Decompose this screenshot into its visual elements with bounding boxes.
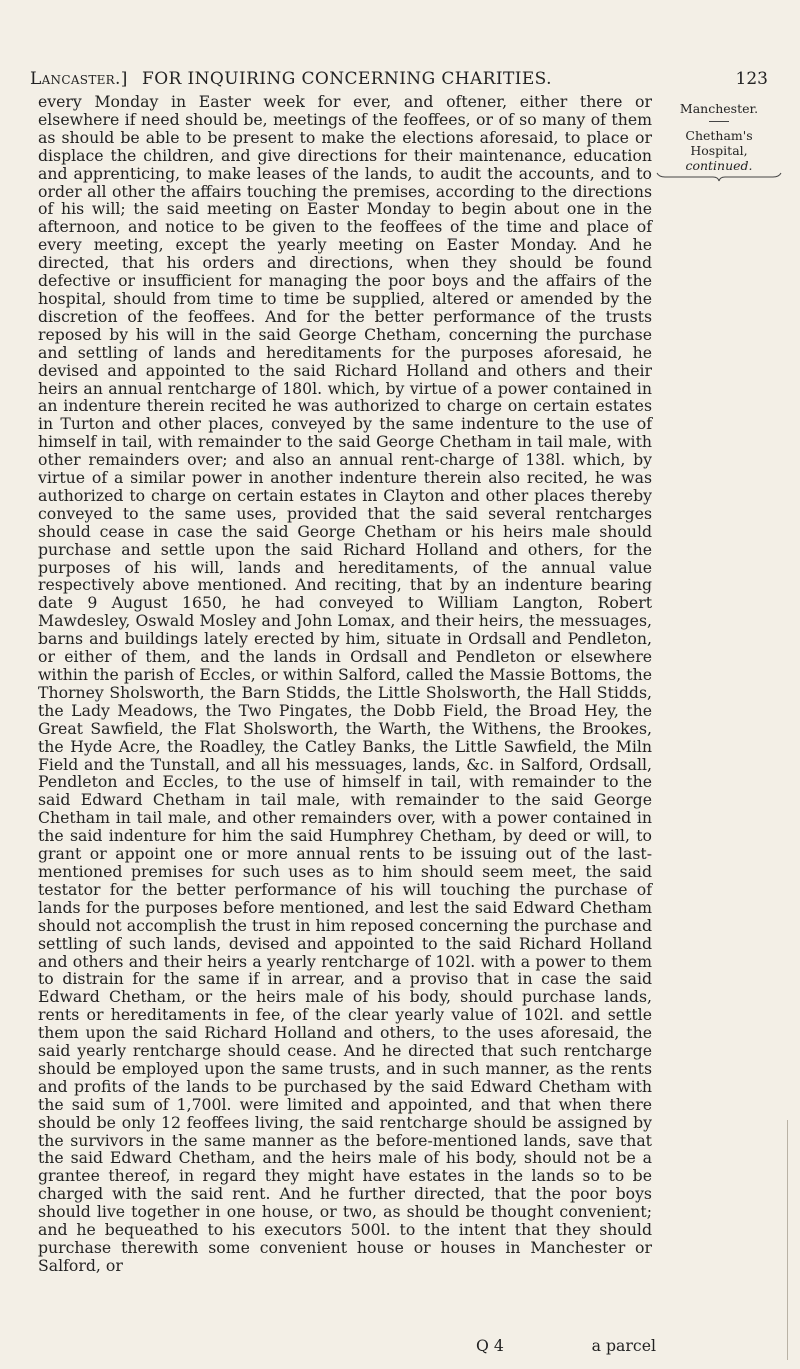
body-text bbox=[38, 93, 652, 1275]
margin-brace-icon bbox=[655, 171, 783, 183]
margin-subject: Chetham's Hospital, bbox=[685, 128, 753, 158]
page-number: 123 bbox=[735, 69, 768, 89]
header-title: FOR INQUIRING CONCERNING CHARITIES. bbox=[142, 69, 552, 89]
page-edge-line bbox=[787, 1120, 788, 1360]
running-header bbox=[30, 66, 768, 92]
catchword: a parcel bbox=[591, 1336, 656, 1355]
margin-note bbox=[660, 101, 778, 173]
margin-continued: continued. bbox=[685, 158, 753, 173]
body-paragraph: every Monday in Easter week for ever, and oftener, either there or elsewhere if need should be, meetings of the feoffees, or of so many of them as should be able to be present to make the elections aforesaid, to place or displace the children, and give directions for their maintenance, education and apprenticing, to make leases of the lands, to audit the accounts, and to order all other the affairs touching the premises, according to the directions of his will; the said meeting on Easter Monday to begin about one in the afternoon, and notice to be given to the feoffees of the time and place of every meeting, except the yearly meeting on Easter Monday. And he directed, that his orders and directions, when they should be found defective or insufficient for managing the poor boys and the affairs of the hospital, should from time to time be supplied, altered or amended by the discretion of the feoffees. And for the better performance of the trusts reposed by his will in the said George Chetham, concerning the purchase and settling of lands and hereditaments for the purposes aforesaid, he devised and appointed to the said Richard Holland and others and their heirs an annual rentcharge of 180l. which, by virtue of a power contained in an indenture therein recited he was authorized to charge on certain estates in Turton and other places, conveyed by the same indenture to the use of himself in tail, with remainder to the said George Chetham in tail male, with other remainders over; and also an annual rent-charge of 138l. which, by virtue of a similar power in another indenture therein also recited, he was authorized to charge on certain estates in Clayton and other places thereby conveyed to the same uses, provided that the said several rentcharges should cease in case the said George Chetham or his heirs male should purchase and settle upon the said Richard Holland and others, for the purposes of his will, lands and hereditaments, of the annual value respectively above mentioned. And reciting, that by an indenture bearing date 9 August 1650, he had conveyed to William Langton, Robert Mawdesley, Oswald Mosley and John Lomax, and their heirs, the messuages, barns and buildings lately erected by him, situate in Ordsall and Pendleton, or either of them, and the lands in Ordsall and Pendleton or elsewhere within the parish of Eccles, or within Salford, called the Massie Bottoms, the Thorney Sholsworth, the Barn Stidds, the Little Sholsworth, the Hall Stidds, the Lady Meadows, the Two Pingates, the Dobb Field, the Broad Hey, the Great Sawfield, the Flat Sholsworth, the Warth, the Withens, the Brookes, the Hyde Acre, the Roadley, the Catley Banks, the Little Sawfield, the Miln Field and the Tunstall, and all his messuages, lands, &c. in Salford, Ordsall, Pendleton and Eccles, to the use of himself in tail, with remainder to the said Edward Chetham in tail male, with remainder to the said George Chetham in tail male, and other remainders over, with a power contained in the said indenture for him the said Humphrey Chetham, by deed or will, to grant or appoint one or more annual rents to be issuing out of the last-mentioned premises for such uses as to him should seem meet, the said testator for the better performance of his will touching the purchase of lands for the purposes before mentioned, and lest the said Edward Chetham should not accomplish the trust in him reposed concerning the purchase and settling of such lands, devised and appointed to the said Richard Holland and others and their heirs a yearly rentcharge of 102l. with a power to them to distrain for the same if in arrear, and a proviso that in case the said Edward Chetham, or the heirs male of his body, should purchase lands, rents or hereditaments in fee, of the clear yearly value of 102l. and settle them upon the said Richard Holland and others, to the uses aforesaid, the said yearly rentcharge should cease. And he directed that such rentcharge should be employed upon the same trusts, and in such manner, as the rents and profits of the lands to be purchased by the said Edward Chetham with the said sum of 1,700l. were limited and appointed, and that when there should be only 12 feoffees living, the said rentcharge should be assigned by the survivors in the same manner as the before-mentioned lands, save that the said Edward Chetham, and the heirs male of his body, should not be a grantee thereof, in regard they might have estates in the lands so to be charged with the said rent. And he further directed, that the poor boys should live together in one house, or two, as should be thought convenient; and he bequeathed to his executors 500l. to the intent that they should purchase therewith some convenient house or houses in Manchester or Salford, or bbox=[38, 92, 652, 1275]
margin-place: Manchester. bbox=[679, 101, 759, 116]
header-county: Lancaster.] bbox=[30, 69, 128, 89]
margin-rule bbox=[709, 121, 729, 122]
signature-mark: Q 4 bbox=[476, 1336, 504, 1355]
page-footer bbox=[476, 1335, 656, 1357]
